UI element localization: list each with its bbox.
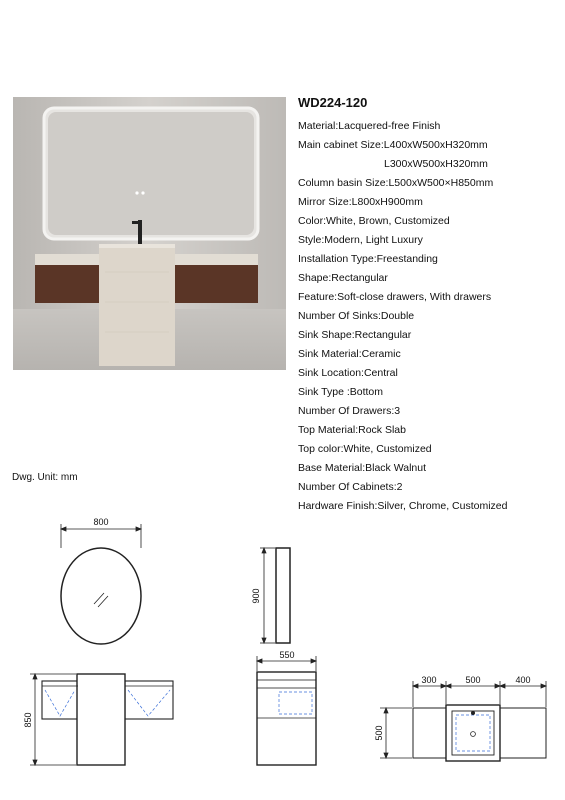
spec-item: Installation Type:Freestanding: [298, 253, 438, 265]
spec-item: Main cabinet Size:L400xW500xH320mm: [298, 139, 488, 151]
spec-item: Mirror Size:L800xH900mm: [298, 196, 423, 208]
top-center-width-label: 500: [465, 675, 481, 685]
spec-item: Top Material:Rock Slab: [298, 424, 406, 436]
spec-item: Base Material:Black Walnut: [298, 462, 426, 474]
spec-item: Sink Type :Bottom: [298, 386, 384, 398]
top-plan-drawing: [380, 681, 546, 761]
side-depth-label: 550: [279, 650, 295, 660]
spec-item: Top color:White, Customized: [298, 443, 432, 455]
mirror-drawing: [61, 524, 141, 644]
front-elevation-drawing: [30, 674, 173, 765]
top-left-width-label: 300: [421, 675, 437, 685]
spec-item: Feature:Soft-close drawers, With drawers: [298, 291, 492, 303]
side-elevation-drawing: [257, 656, 316, 765]
top-right-width-label: 400: [515, 675, 531, 685]
spec-item: Sink Material:Ceramic: [298, 348, 401, 360]
spec-item: Column basin Size:L500xW500×H850mm: [298, 177, 494, 189]
spec-item: Color:White, Brown, Customized: [298, 215, 450, 227]
product-model: WD224-120: [298, 95, 368, 110]
mirror-width-label: 800: [93, 517, 109, 527]
spec-item: Sink Shape:Rectangular: [298, 329, 412, 341]
spec-item: Number Of Drawers:3: [298, 405, 401, 417]
top-depth-label: 500: [374, 725, 384, 741]
spec-item: Style:Modern, Light Luxury: [298, 234, 423, 246]
spec-item: Number Of Cabinets:2: [298, 481, 403, 493]
front-height-label: 850: [23, 712, 33, 728]
mirror-height-label: 900: [251, 588, 261, 604]
spec-item: Shape:Rectangular: [298, 272, 388, 284]
spec-item: Material:Lacquered-free Finish: [298, 120, 441, 132]
spec-item: L300xW500xH320mm: [384, 158, 488, 170]
spec-item: Hardware Finish:Silver, Chrome, Customized: [298, 500, 508, 512]
spec-item: Sink Location:Central: [298, 367, 398, 379]
mirror-side-drawing: [260, 548, 290, 643]
spec-item: Number Of Sinks:Double: [298, 310, 415, 322]
drawing-unit-label: Dwg. Unit: mm: [12, 472, 78, 483]
